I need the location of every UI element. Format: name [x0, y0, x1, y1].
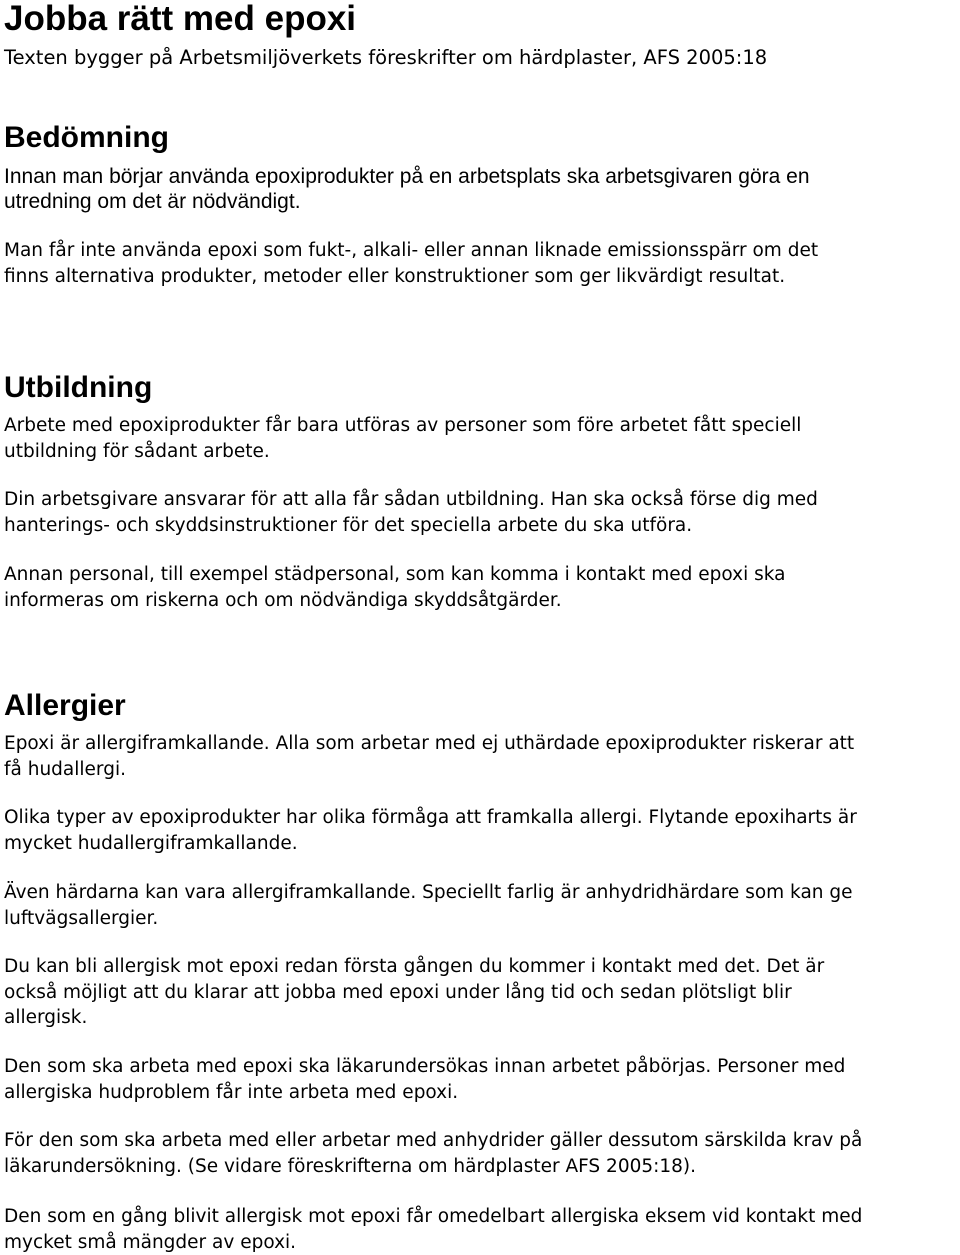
allergier-paragraph-7: [4, 1204, 862, 1255]
page-title: Jobba rätt med epoxi: [4, 0, 357, 38]
text-line: läkarundersökning. (Se vidare föreskrifterna om härdplaster AFS 2005:18).: [4, 1155, 696, 1177]
allergier-paragraph-6: [4, 1128, 862, 1179]
text-line: hanterings- och skyddsinstruktioner för det speciella arbete du ska utföra.: [4, 514, 693, 536]
text-line: Arbete med epoxiprodukter får bara utföras av personer som före arbetet fått speciell: [4, 415, 802, 436]
text-line: utbildning för sådant arbete.: [4, 440, 270, 462]
text-line: allergiska hudproblem får inte arbeta med epoxi.: [4, 1081, 459, 1103]
text-line: Den som ska arbeta med epoxi ska läkarundersökas innan arbetet påbörjas. Personer med: [4, 1056, 846, 1077]
text-line: Även härdarna kan vara allergiframkallande. Speciellt farlig är anhydridhärdare som kan ge: [4, 882, 853, 903]
heading-allergier: Allergier: [4, 689, 126, 722]
text-line: få hudallergi.: [4, 758, 126, 780]
allergier-paragraph-3: [4, 880, 853, 931]
page-subtitle: Texten bygger på Arbetsmiljöverkets föreskrifter om härdplaster, AFS 2005:18: [4, 46, 768, 69]
text-line: informeras om riskerna och om nödvändiga skyddsåtgärder.: [4, 589, 562, 611]
text-line: För den som ska arbeta med eller arbetar med anhydrider gäller dessutom särskilda krav på: [4, 1130, 863, 1151]
bedomning-paragraph-2: [4, 238, 818, 289]
text-line: Innan man börjar använda epoxiprodukter på en arbetsplats ska arbetsgivaren göra en: [4, 165, 810, 188]
text-line: Annan personal, till exempel städpersonal, som kan komma i kontakt med epoxi ska: [4, 564, 786, 585]
text-line: finns alternativa produkter, metoder eller konstruktioner som ger likvärdigt resultat.: [4, 265, 786, 287]
allergier-paragraph-5: [4, 1054, 845, 1105]
text-line: Man får inte använda epoxi som fukt-, alkali- eller annan liknade emissionsspärr om det: [4, 240, 819, 261]
text-line: luftvägsallergier.: [4, 907, 159, 929]
text-line: Olika typer av epoxiprodukter har olika förmåga att framkalla allergi. Flytande epoxiharts är: [4, 807, 857, 828]
text-line: mycket hudallergiframkallande.: [4, 832, 298, 854]
text-line: utredning om det är nödvändigt.: [4, 190, 301, 213]
text-line: också möjligt att du klarar att jobba med epoxi under lång tid och sedan plötsligt blir: [4, 981, 792, 1003]
heading-bedomning: Bedömning: [4, 121, 169, 154]
text-line: Den som en gång blivit allergisk mot epoxi får omedelbart allergiska eksem vid kontakt med: [4, 1206, 863, 1227]
bedomning-paragraph-1: [4, 164, 810, 214]
heading-utbildning: Utbildning: [4, 371, 153, 404]
allergier-paragraph-2: [4, 805, 857, 856]
allergier-paragraph-4: [4, 954, 824, 1031]
allergier-paragraph-1: [4, 731, 854, 782]
utbildning-paragraph-3: [4, 562, 785, 613]
text-line: allergisk.: [4, 1007, 88, 1028]
text-line: Din arbetsgivare ansvarar för att alla får sådan utbildning. Han ska också förse dig med: [4, 489, 818, 510]
text-line: Epoxi är allergiframkallande. Alla som arbetar med ej uthärdade epoxiprodukter riskerar att: [4, 733, 855, 754]
utbildning-paragraph-2: [4, 487, 818, 538]
text-line: mycket små mängder av epoxi.: [4, 1231, 297, 1253]
utbildning-paragraph-1: [4, 413, 801, 464]
text-line: Du kan bli allergisk mot epoxi redan första gången du kommer i kontakt med det. Det är: [4, 956, 825, 977]
